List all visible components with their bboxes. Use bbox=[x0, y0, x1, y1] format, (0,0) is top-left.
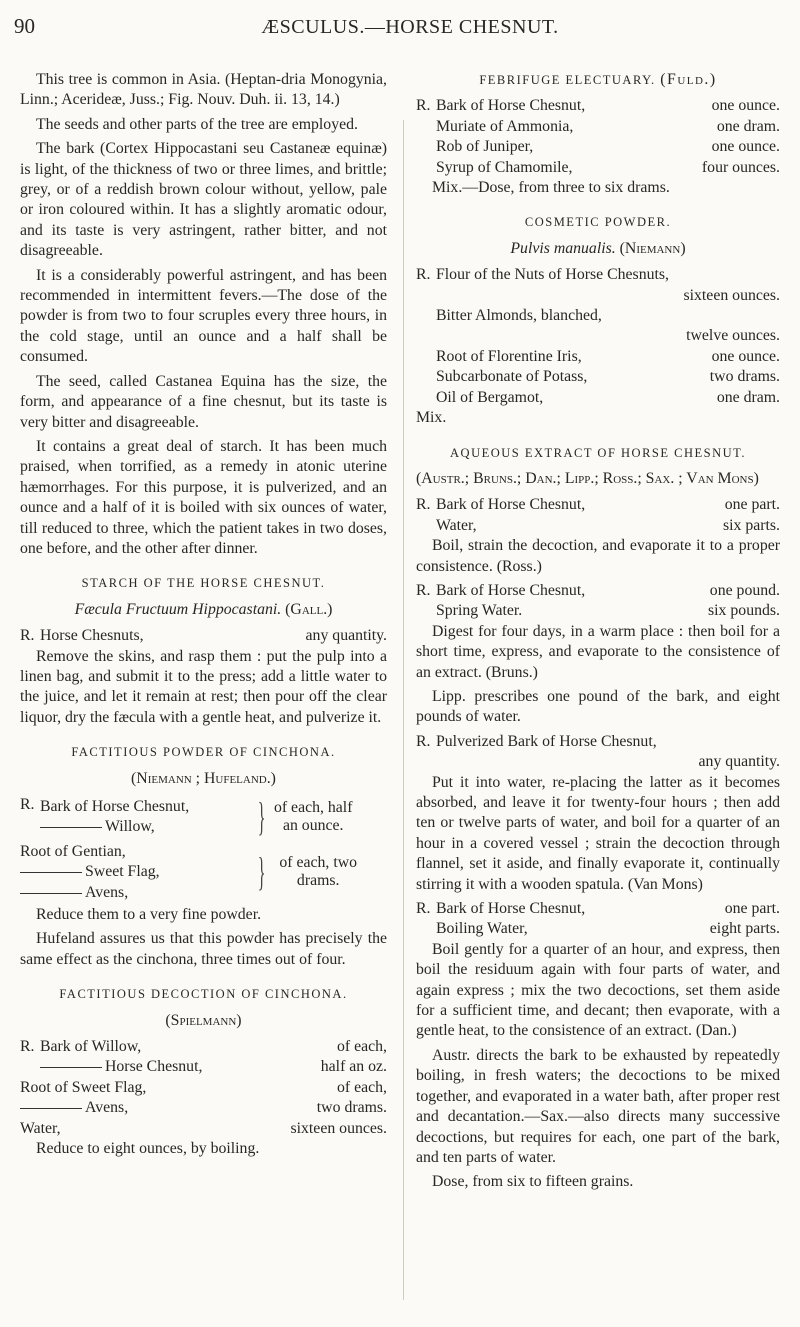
paragraph: Boil gently for a quarter of an hour, and express, then boil the residuum again with four parts of water, and again express ; mix the two decoctions, set them aside for a sufficient time, and decant; then evaporate, with a gentle heat, to the consistence of an extract. (Dan.) bbox=[416, 940, 780, 1040]
paragraph: Austr. directs the bark to be exhausted by repeatedly boiling, in fresh waters; the decoctions to be mixed together, and evaporated in a water bath, after proper rest and decantation.—Sax.—also directs many successive decoctions, but requires for each, one part of the bark, and ten parts of water. bbox=[416, 1046, 780, 1166]
recipe-symbol: R. bbox=[416, 900, 431, 918]
section-subtitle bbox=[416, 239, 780, 259]
ingredient: Flour of the Nuts of Horse Chesnuts, bbox=[436, 266, 669, 284]
sources: (Austr.; Bruns.; Dan.; Lipp.; Ross.; Sax. ; Van Mons) bbox=[416, 469, 759, 487]
paragraph: Remove the skins, and rasp them : put the pulp into a linen bag, and submit it to the press; add a little water to the juice, and let it remain at rest; then pour off the clear liquor, dry the fæcula with a gentle heat, and pulverize it. bbox=[20, 647, 387, 726]
quantity: any quantity. bbox=[305, 627, 387, 645]
paragraph: Lipp. prescribes one pound of the bark, and eight pounds of water. bbox=[416, 687, 780, 726]
paragraph: The seeds and other parts of the tree are employed. bbox=[36, 115, 358, 133]
recipe bbox=[416, 495, 780, 536]
paragraph: Hufeland assures us that this powder has precisely the same effect as the cinchona, three times out of four. bbox=[20, 930, 387, 968]
latin-title: Fæcula Fructuum Hippocastani. bbox=[74, 600, 282, 618]
page-number: 90 bbox=[14, 14, 35, 38]
ingredient: Horse Chesnut, bbox=[105, 1058, 203, 1076]
paragraph: Mix. bbox=[416, 409, 447, 427]
section-subtitle: (Spielmann) bbox=[165, 1011, 242, 1029]
paragraph: Put it into water, re-placing the latter as it becomes absorbed, and leave it for twenty-four hours ; then add ten or twelve parts of water, and boil for a quarter of an hour in a covered vessel ; strain the decoction through flannel, set it aside, and finally evaporate it, continually stirring it with a wooden spatula. (Van Mons) bbox=[416, 773, 780, 893]
ingredient: Boiling Water, bbox=[436, 920, 528, 938]
recipe bbox=[20, 626, 387, 646]
recipe-symbol: R. bbox=[20, 627, 35, 645]
ingredient: Oil of Bergamot, bbox=[436, 388, 544, 406]
column-divider bbox=[403, 120, 404, 1300]
quantity: sixteen ounces. bbox=[683, 286, 780, 304]
quantity: one pound. bbox=[709, 581, 780, 599]
quantity: two drams. bbox=[709, 368, 780, 386]
ingredient: Pulverized Bark of Horse Chesnut, bbox=[436, 732, 657, 750]
ingredient: Bitter Almonds, blanched, bbox=[436, 307, 602, 325]
recipe-symbol: R. bbox=[416, 97, 431, 115]
quantity: half an oz. bbox=[320, 1058, 387, 1076]
ingredient: Bark of Horse Chesnut, bbox=[436, 496, 586, 514]
ingredient: Horse Chesnuts, bbox=[40, 627, 144, 645]
recipe bbox=[416, 899, 780, 940]
section-subtitle: (Niemann ; Hufeland.) bbox=[131, 769, 276, 787]
section-subtitle bbox=[20, 600, 387, 620]
recipe bbox=[416, 581, 780, 622]
recipe bbox=[20, 1037, 387, 1078]
section-heading: COSMETIC POWDER. bbox=[524, 215, 672, 230]
quantity: one dram. bbox=[716, 388, 780, 406]
quantity: one dram. bbox=[716, 117, 780, 135]
ingredient: Spring Water. bbox=[436, 602, 523, 620]
recipe bbox=[416, 265, 780, 408]
recipe-symbol: R. bbox=[20, 1038, 35, 1056]
ingredient: Bark of Willow, bbox=[40, 1038, 142, 1056]
recipe-symbol: R. bbox=[416, 266, 431, 284]
ingredient: Willow, bbox=[105, 818, 155, 836]
paragraph: Boil, strain the decoction, and evaporate it to a proper consistence. (Ross.) bbox=[416, 537, 780, 575]
ingredient: Subcarbonate of Potass, bbox=[436, 368, 588, 386]
quantity: one ounce. bbox=[711, 138, 780, 156]
author: (Fuld.) bbox=[660, 71, 717, 88]
quantity: one ounce. bbox=[711, 347, 780, 365]
ingredient: Root of Gentian, bbox=[20, 842, 126, 860]
ingredient: Water, bbox=[20, 1119, 61, 1137]
ingredient: Sweet Flag, bbox=[85, 863, 160, 881]
author: (Gall.) bbox=[285, 600, 333, 618]
quantity: of each, half an ounce. bbox=[273, 799, 353, 835]
paragraph: The seed, called Castanea Equina has the size, the form, and appearance of a fine chesnut, but its taste is very bitter and disagreeable. bbox=[20, 372, 387, 431]
recipe bbox=[20, 795, 387, 840]
brace: } bbox=[257, 794, 266, 840]
paragraph: The bark (Cortex Hippocastani seu Castaneæ equinæ) is light, of the thickness of two or three limes, and brittle; grey, or of a reddish brown colour without, yellow, pale or iron coloured within. It has a slightly aromatic odour, and its taste is very astringent, rather bitter, and not disagreeable. bbox=[20, 140, 387, 260]
recipe-symbol: R. bbox=[416, 732, 431, 750]
ingredient: Rob of Juniper, bbox=[436, 138, 534, 156]
paragraph: Reduce them to a very fine powder. bbox=[36, 906, 262, 924]
right-column bbox=[416, 70, 780, 1197]
ingredient-group bbox=[40, 794, 387, 840]
paragraph: Dose, from six to fifteen grains. bbox=[432, 1173, 634, 1191]
paragraph: This tree is common in Asia. (Heptan-dria Monogynia, Linn.; Acerideæ, Juss.; Fig. Nouv. Duh. ii. 13, 14.) bbox=[20, 71, 387, 109]
ingredient: Bark of Horse Chesnut, bbox=[40, 798, 190, 815]
quantity: sixteen ounces. bbox=[290, 1119, 387, 1137]
recipe-symbol: R. bbox=[20, 796, 35, 813]
ingredient: Syrup of Chamomile, bbox=[436, 158, 573, 176]
quantity: any quantity. bbox=[698, 753, 780, 771]
recipe-symbol: R. bbox=[416, 496, 431, 514]
paragraph: It contains a great deal of starch. It has been much praised, when torrified, as a remedy in atonic uterine hæmorrhages. For this purpose, it is pulverized, and an ounce and a half of it is boiled with six ounces of water, till reduced to three, which the patient takes in two doses, one before, and the other after dinner. bbox=[20, 437, 387, 557]
paragraph: Digest for four days, in a warm place : then boil for a short time, express, and evaporate to the consistence of an extract. (Bruns.) bbox=[416, 622, 780, 681]
section-heading: FACTITIOUS DECOCTION OF CINCHONA. bbox=[59, 987, 348, 1002]
quantity: two drams. bbox=[316, 1099, 387, 1117]
section-heading: AQUEOUS EXTRACT OF HORSE CHESNUT. bbox=[450, 445, 746, 460]
recipe-symbol: R. bbox=[416, 581, 431, 599]
quantity: one part. bbox=[724, 900, 780, 918]
quantity: one ounce. bbox=[711, 97, 780, 115]
recipe bbox=[416, 732, 780, 773]
quantity: six parts. bbox=[722, 516, 780, 534]
quantity: six pounds. bbox=[708, 602, 780, 620]
ingredient: Bark of Horse Chesnut, bbox=[436, 97, 586, 115]
recipe bbox=[416, 96, 780, 178]
ingredient: Muriate of Ammonia, bbox=[436, 117, 574, 135]
brace: } bbox=[257, 849, 266, 895]
ingredient: Bark of Horse Chesnut, bbox=[436, 900, 586, 918]
quantity: of each, bbox=[337, 1078, 387, 1096]
quantity: one part. bbox=[724, 496, 780, 514]
ingredient: Bark of Horse Chesnut, bbox=[436, 581, 586, 599]
ingredient: Avens, bbox=[85, 1099, 129, 1117]
running-title: ÆSCULUS.—HORSE CHESNUT. bbox=[261, 16, 559, 38]
paragraph: Reduce to eight ounces, by boiling. bbox=[36, 1140, 260, 1158]
quantity: of each, bbox=[337, 1038, 387, 1056]
left-column bbox=[20, 70, 387, 1164]
heading-text: FEBRIFUGE ELECTUARY. bbox=[479, 73, 656, 87]
quantity: twelve ounces. bbox=[686, 327, 780, 345]
ingredient-group bbox=[20, 842, 387, 903]
ingredient: Root of Florentine Iris, bbox=[436, 347, 582, 365]
author: (Niemann) bbox=[619, 239, 686, 257]
section-heading: FACTITIOUS POWDER OF CINCHONA. bbox=[71, 745, 336, 760]
paragraph: Mix.—Dose, from three to six drams. bbox=[432, 179, 670, 197]
quantity: of each, two drams. bbox=[279, 854, 358, 890]
ingredient: Avens, bbox=[85, 883, 129, 901]
ingredient: Root of Sweet Flag, bbox=[20, 1078, 147, 1096]
paragraph: It is a considerably powerful astringent, and has been recommended in intermittent fevers.—The dose of the powder is from two to four scruples every three hours, in the cold stage, until an ounce and a half shall be consumed. bbox=[20, 266, 387, 366]
latin-title: Pulvis manualis. bbox=[510, 239, 616, 257]
section-heading: STARCH OF THE HORSE CHESNUT. bbox=[81, 576, 326, 591]
section-heading bbox=[416, 70, 780, 90]
ingredient: Water, bbox=[436, 516, 477, 534]
quantity: four ounces. bbox=[701, 158, 780, 176]
quantity: eight parts. bbox=[709, 920, 780, 938]
